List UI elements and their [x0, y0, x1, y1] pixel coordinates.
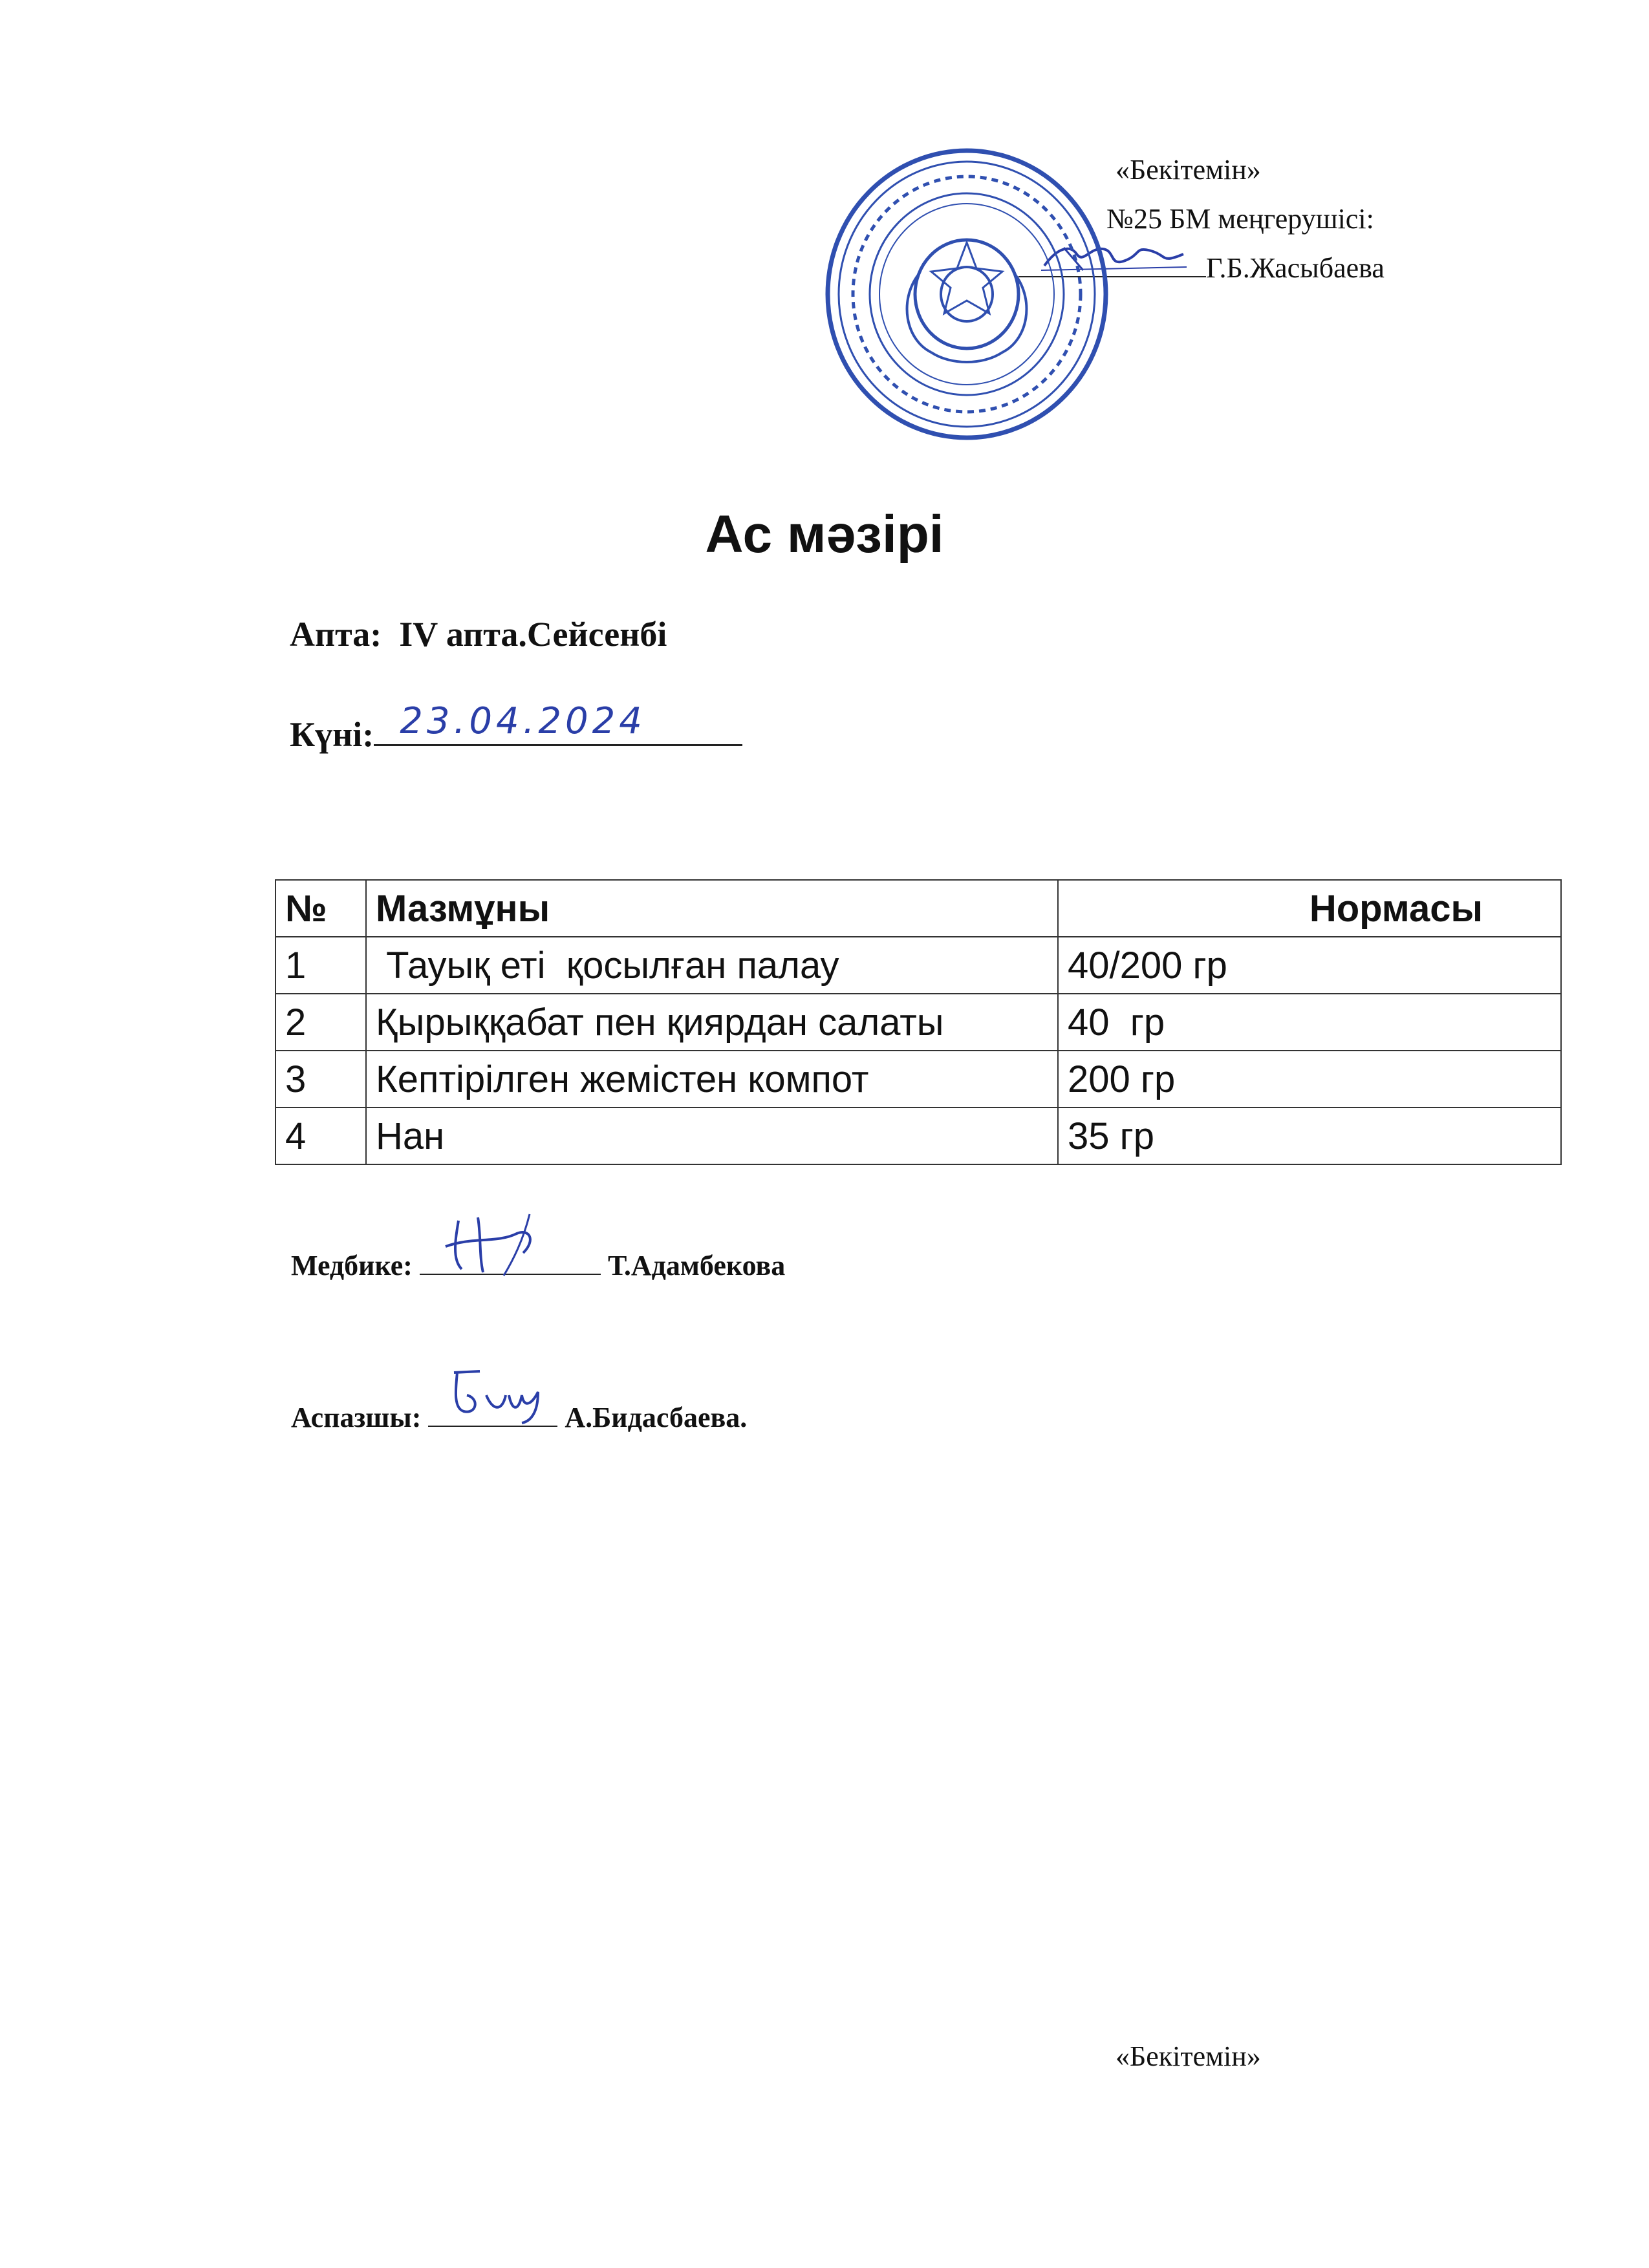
table-header-row	[275, 880, 1561, 937]
week-line	[290, 614, 667, 654]
approval-block	[1106, 145, 1385, 293]
table-row	[275, 1107, 1561, 1164]
date-line	[290, 700, 742, 754]
official-stamp	[821, 145, 1112, 443]
approval-heading: «Бекітемін»	[1116, 154, 1261, 186]
date-value: 23.04.2024	[400, 700, 646, 742]
table-row	[275, 994, 1561, 1051]
nurse-label: Медбике:	[291, 1250, 413, 1281]
week-label: Апта:	[290, 615, 382, 654]
row-norm: 200 гр	[1058, 1051, 1561, 1107]
nurse-signature-line	[291, 1248, 785, 1282]
nurse-signature	[420, 1248, 601, 1275]
nurse-name: Т.Адамбекова	[607, 1250, 786, 1281]
row-number: 3	[275, 1051, 366, 1107]
cook-name: А.Бидасбаева.	[565, 1402, 748, 1433]
header-norm: Нормасы	[1058, 880, 1561, 937]
director-name: Г.Б.Жасыбаева	[1206, 252, 1385, 284]
table-row	[275, 937, 1561, 994]
row-norm: 40 гр	[1058, 994, 1561, 1051]
table-row	[275, 1051, 1561, 1107]
row-number: 2	[275, 994, 366, 1051]
nurse-signature-icon	[433, 1208, 562, 1279]
date-field	[374, 700, 742, 746]
row-dish: Нан	[366, 1107, 1058, 1164]
cook-signature	[428, 1400, 557, 1427]
header-number: №	[275, 880, 366, 937]
row-dish: Тауық еті қосылған палау	[366, 937, 1058, 994]
row-dish: Қырыққабат пен қиярдан салаты	[366, 994, 1058, 1051]
row-number: 1	[275, 937, 366, 994]
row-norm: 40/200 гр	[1058, 937, 1561, 994]
approval-position: №25 БМ меңгерушісі:	[1106, 203, 1374, 235]
cook-signature-line	[291, 1400, 747, 1434]
header-content: Мазмұны	[366, 880, 1058, 937]
menu-table	[275, 879, 1562, 1165]
date-label: Күні:	[290, 715, 374, 754]
row-dish: Кептірілген жемістен компот	[366, 1051, 1058, 1107]
row-number: 4	[275, 1107, 366, 1164]
page-title: Ас мәзірі	[705, 505, 944, 564]
cook-label: Аспазшы:	[291, 1402, 422, 1433]
cook-signature-icon	[441, 1360, 557, 1424]
row-norm: 35 гр	[1058, 1107, 1561, 1164]
week-value: IV апта.Сейсенбі	[399, 615, 667, 654]
footer-approval-heading: «Бекітемін»	[1116, 2040, 1261, 2072]
